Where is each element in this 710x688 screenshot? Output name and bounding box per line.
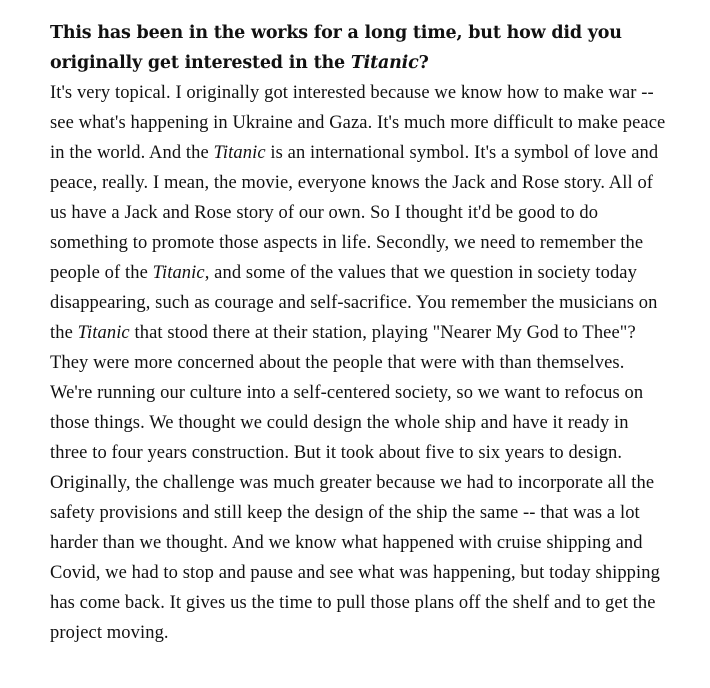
interview-answer <box>50 78 670 648</box>
question-end: ? <box>418 53 429 73</box>
answer-text-1: It's very topical. I originally got interested because we know how to make war -- see what's happening in Ukraine and Gaza. It's much more difficult to make peace in the world. And the <box>50 83 666 163</box>
answer-title-italic-2: Titanic <box>152 263 205 283</box>
answer-title-italic-1: Titanic <box>213 143 266 163</box>
question-text: This has been in the works for a long time, but how did you originally get interested in the <box>50 23 622 73</box>
answer-title-italic-3: Titanic <box>77 323 130 343</box>
interview-article <box>50 18 670 648</box>
answer-text-2: is an international symbol. It's a symbol of love and peace, really. I mean, the movie, everyone knows the Jack and Rose story. All of us have a Jack and Rose story of our own. So I thought it'd be good to do something to promote those aspects in life. Secondly, we need to remember the people of the <box>50 143 659 283</box>
interview-question <box>50 18 670 78</box>
answer-text-3: , and some of the values that we question in society today disappearing, such as courage and self-sacrifice. You remember the musicians on the <box>50 263 658 343</box>
question-title-italic: Titanic <box>350 53 419 73</box>
answer-text-4: that stood there at their station, playing "Nearer My God to Thee"? They were more concerned about the people that were with than themselves. We're running our culture into a self-centered society, so we want to refocus on those things. We thought we could design the whole ship and have it ready in three to four years construction. But it took about five to six years to design. Originally, the challenge was much greater because we had to incorporate all the safety provisions and still keep the design of the ship the same -- that was a lot harder than we thought. And we know what happened with cruise shipping and Covid, we had to stop and pause and see what was happening, but today shipping has come back. It gives us the time to pull those plans off the shelf and to get the project moving. <box>50 323 660 643</box>
